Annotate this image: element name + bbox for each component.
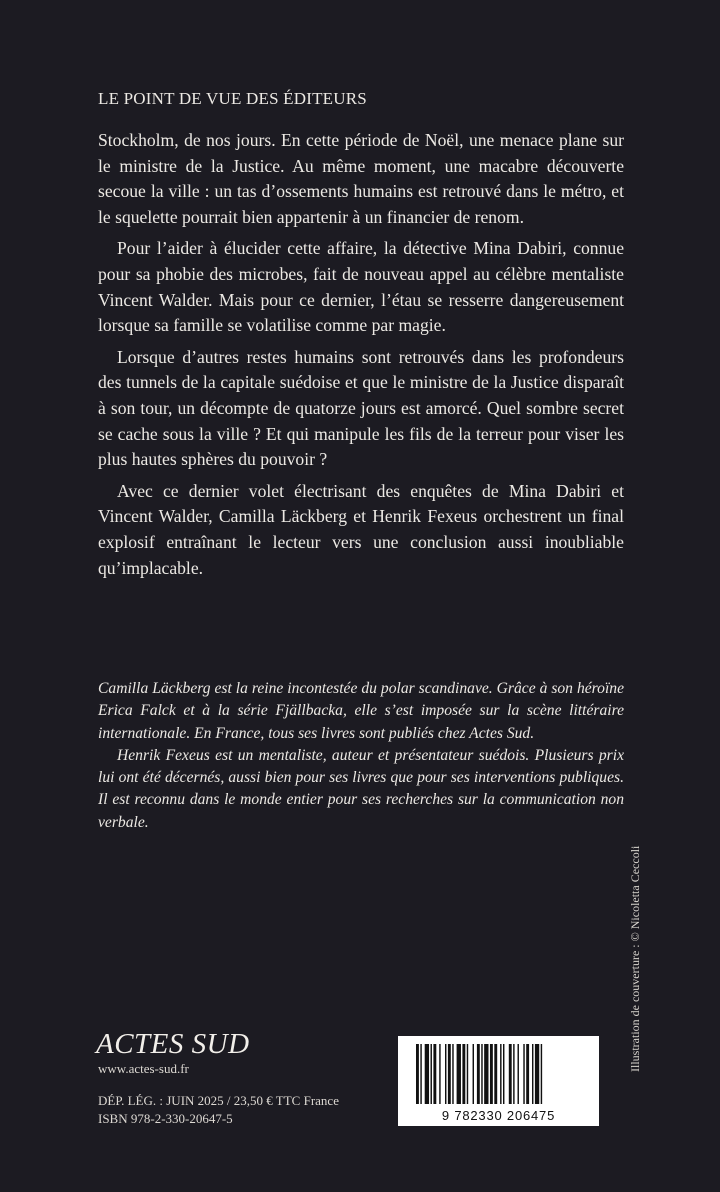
- cover-credit: Illustration de couverture : © Nicoletta Ceccoli: [628, 845, 642, 1072]
- legal-info: [98, 1092, 339, 1128]
- publisher-website: www.actes-sud.fr: [98, 1061, 189, 1076]
- legal-deposit: DÉP. LÉG. : JUIN 2025 / 23,50 € TTC France: [98, 1093, 339, 1108]
- blurb-paragraph: Pour l’aider à élucider cette affaire, la détective Mina Dabiri, connue pour sa phobie des microbes, fait de nouveau appel au célèbre mentaliste Vincent Walder. Mais pour ce dernier, l’étau se resserre dangereusement lorsque sa famille se volatilise comme par magie.: [98, 238, 624, 336]
- blurb-paragraph: Lorsque d’autres restes humains sont retrouvés dans les profondeurs des tunnels de la capitale suédoise et que le ministre de la Justice disparaît à son tour, un décompte de quatorze jours est amorcé. Quel sombre secret se cache sous la ville ? Et qui manipule les fils de la terreur pour viser les plus hautes sphères du pouvoir ?: [98, 346, 624, 470]
- author-bios: [98, 678, 624, 834]
- author-bio: Henrik Fexeus est un mentaliste, auteur et présentateur suédois. Plusieurs prix lui ont été décernés, aussi bien pour ses livres que pour ses interventions publiques. Il est reconnu dans le monde entier pour ses recherches sur la communication non verbale.: [98, 746, 624, 831]
- isbn: ISBN 978-2-330-20647-5: [98, 1111, 233, 1126]
- blurb-paragraph: Avec ce dernier volet électrisant des enquêtes de Mina Dabiri et Vincent Walder, Camilla Läckberg et Henrik Fexeus orchestrent un final explosif entraînant le lecteur vers une conclusion aussi inoubliable qu’implacable.: [98, 480, 624, 578]
- barcode-digits: 9 782330 206475: [441, 1108, 556, 1123]
- publisher-blurb: [98, 128, 624, 587]
- isbn-barcode: [398, 1036, 599, 1126]
- barcode-icon: [398, 1036, 599, 1108]
- section-heading: LE POINT DE VUE DES ÉDITEURS: [98, 89, 367, 108]
- publisher-logo: ACTES SUD: [96, 1028, 250, 1060]
- blurb-paragraph: Stockholm, de nos jours. En cette période de Noël, une menace plane sur le ministre de la Justice. Au même moment, une macabre découverte secoue la ville : un tas d’ossements humains est retrouvé dans le métro, et le squelette pourrait bien appartenir à un financier de renom.: [98, 130, 624, 227]
- author-bio: Camilla Läckberg est la reine incontestée du polar scandinave. Grâce à son héroïne Erica Falck et à la série Fjällbacka, elle s’est imposée sur la scène littéraire internationale. En France, tous ses livres sont publiés chez Actes Sud.: [98, 680, 624, 742]
